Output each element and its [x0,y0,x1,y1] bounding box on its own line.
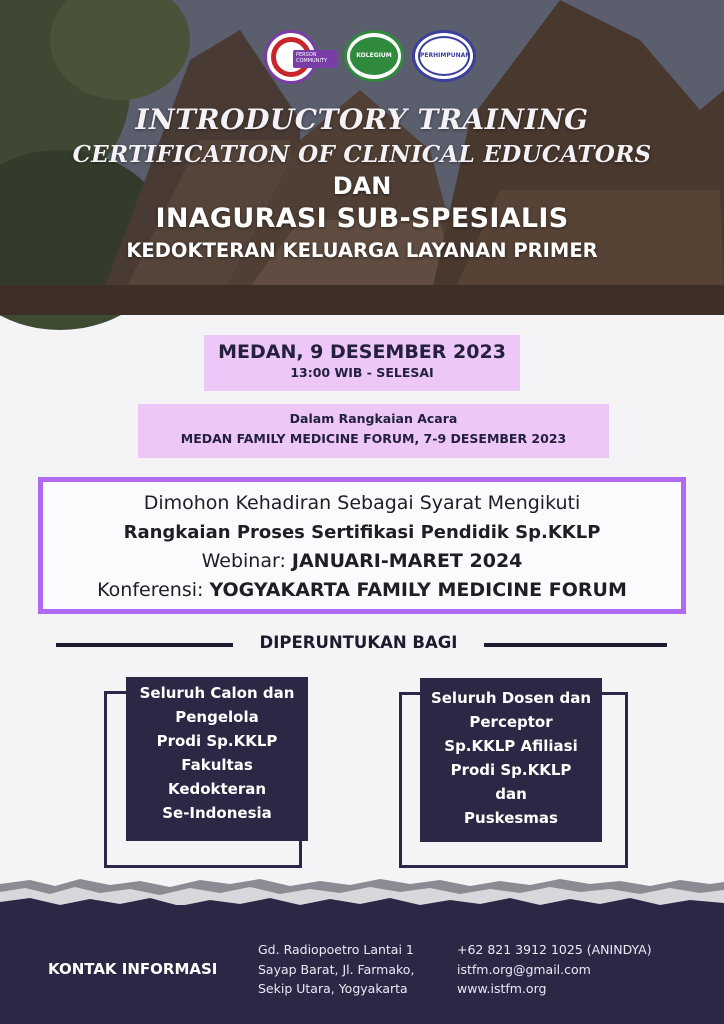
email-link[interactable]: istfm.org@gmail.com [457,961,591,977]
series-name: MEDAN FAMILY MEDICINE FORUM, 7-9 DESEMBER 2023 [180,431,567,446]
event-series-box [138,404,609,458]
contact-details [457,940,652,999]
title-dan: DAN [332,172,392,200]
audience-card-lecturers: Seluruh Dosen dan Perceptor Sp.KKLP Afiliasi Prodi Sp.KKLP dan Puskesmas [420,678,602,842]
notice-conference: Konferensi: YOGYAKARTA FAMILY MEDICINE FORUM [97,579,627,601]
notice-webinar: Webinar: JANUARI-MARET 2024 [201,550,523,572]
series-label: Dalam Rangkaian Acara [289,411,458,426]
perhimpunan-logo: PERHIMPUNAN [412,30,476,82]
title-introductory-training: INTRODUCTORY TRAINING [135,103,589,136]
title-kedokteran-keluarga: KEDOKTERAN KELUARGA LAYANAN PRIMER [126,239,598,262]
divider-right [484,643,667,647]
event-date: MEDAN, 9 DESEMBER 2023 [218,341,506,363]
hero-banner [0,0,724,315]
divider-left [56,643,233,647]
title-inagurasi: INAGURASI SUB-SPESIALIS [155,203,569,234]
notice-line1: Dimohon Kehadiran Sebagai Syarat Mengikuti [143,492,581,514]
notice-line2: Rangkaian Proses Sertifikasi Pendidik Sp.KKLP [123,522,601,543]
event-date-box [204,335,520,391]
kolegium-logo: KOLEGIUM [344,30,404,82]
website-link[interactable]: www.istfm.org [457,981,547,996]
address-block: Gd. Radiopoetro Lantai 1 Sayap Barat, Jl. Farmako, Sekip Utara, Yogyakarta [258,942,415,996]
event-time: 13:00 WIB - SELESAI [290,365,434,380]
audience-title: DIPERUNTUKAN BAGI [259,633,458,652]
attendance-notice [38,477,686,614]
person-community-logo: PERSON COMMUNITY [264,30,318,84]
contact-label: KONTAK INFORMASI [48,960,218,978]
title-certification: CERTIFICATION OF CLINICAL EDUCATORS [72,141,652,168]
partner-logos [0,30,724,84]
phone-number[interactable]: +62 821 3912 1025 (ANINDYA) [457,942,652,957]
audience-card-candidates: Seluruh Calon dan Pengelola Prodi Sp.KKLP Fakultas Kedokteran Se-Indonesia [126,677,308,841]
